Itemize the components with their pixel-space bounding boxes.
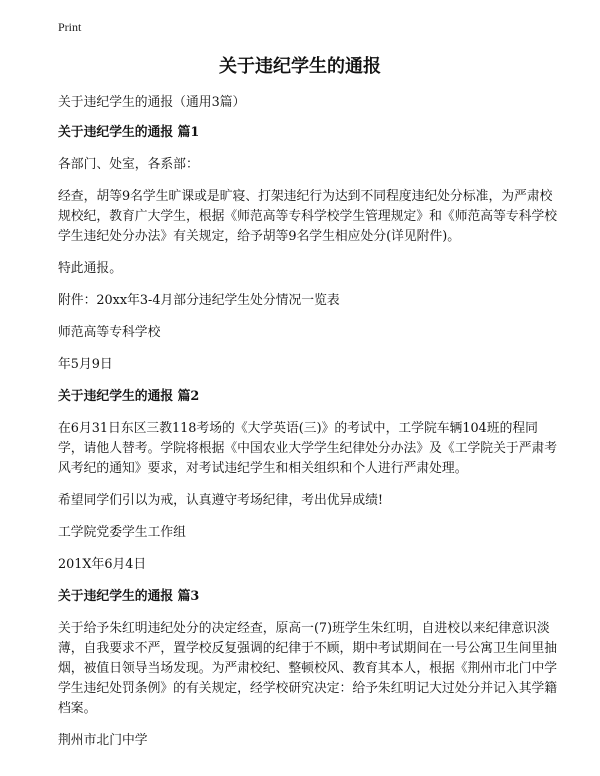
salutation: 各部门、处室，各系部：	[58, 157, 199, 172]
body-paragraph: 在6月31日东区三教118考场的《大学英语(三)》的考试中，工学院车辆104班的程同学，请他人替考。学院将根据《中国农业大学学生纪律处分办法》及《工学院关于严肃考风考纪的通知》要求，对考试违纪学生和相关组织和个人进行严肃处理。	[58, 421, 558, 476]
section-heading: 关于违纪学生的通报 篇2	[58, 389, 200, 404]
signature-date: 年5月9日	[58, 357, 113, 372]
signature-org: 师范高等专科学校	[58, 325, 161, 340]
signature-org: 荆州市北门中学	[58, 733, 148, 748]
print-link[interactable]: Print	[58, 20, 82, 34]
section-heading: 关于违纪学生的通报 篇1	[58, 125, 200, 140]
document-subtitle: 关于违纪学生的通报（通用3篇）	[58, 95, 246, 110]
signature-org: 工学院党委学生工作组	[58, 525, 186, 540]
attachment-note: 附件：20xx年3-4月部分违纪学生处分情况一览表	[58, 293, 340, 308]
section-heading: 关于违纪学生的通报 篇3	[58, 589, 200, 604]
body-paragraph: 关于给予朱红明违纪处分的决定经查，原高一(7)班学生朱红明，自进校以来纪律意识淡薄，自我要求不严，置学校反复强调的纪律于不顾，期中考试期间在一号公寓卫生间里抽烟，被值日领导当场发现。为严肃校纪、整顿校风、教育其本人，根据《荆州市北门中学学生违纪处罚条例》的有关规定，经学校研究决定：给予朱红明记大过处分并记入其学籍档案。	[58, 621, 558, 716]
body-paragraph: 希望同学们引以为戒，认真遵守考场纪律，考出优异成绩!	[58, 493, 384, 508]
document-title: 关于违纪学生的通报	[219, 56, 381, 77]
signature-date: 201X年6月4日	[58, 557, 147, 572]
document-body	[58, 93, 558, 763]
body-paragraph: 特此通报。	[58, 261, 122, 276]
body-paragraph: 经查，胡等9名学生旷课或是旷寝、打架违纪行为达到不同程度违纪处分标准，为严肃校规校纪，教育广大学生，根据《师范高等专科学校学生管理规定》和《师范高等专科学校学生违纪处分办法》有关规定，给予胡等9名学生相应处分(详见附件)。	[58, 189, 558, 244]
